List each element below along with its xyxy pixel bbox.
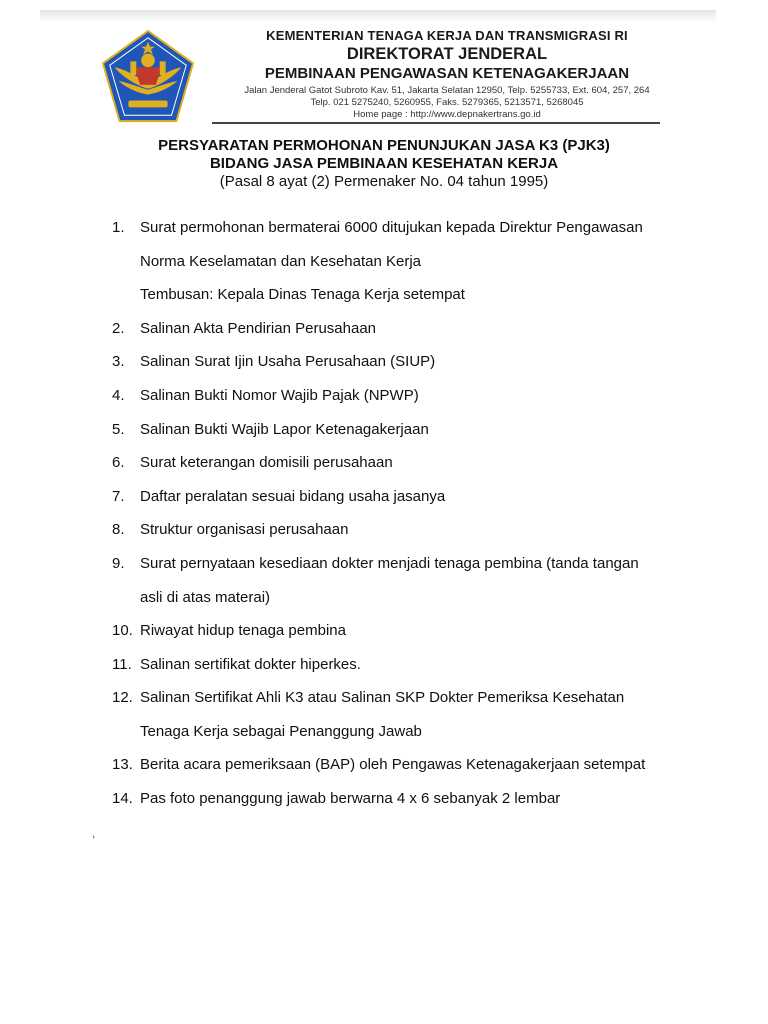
item-number: 12. <box>112 689 133 706</box>
item-text: Tenaga Kerja sebagai Penanggung Jawab <box>140 723 422 740</box>
stray-mark: , <box>92 826 96 840</box>
homepage-line: Home page : http://www.depnakertrans.go.id <box>353 109 541 120</box>
item-number: 13. <box>112 756 133 773</box>
letterhead <box>0 0 768 135</box>
item-number: 11. <box>112 656 132 673</box>
item-number: 9. <box>112 555 125 572</box>
item-text: Berita acara pemeriksaan (BAP) oleh Pengawas Ketenagakerjaan setempat <box>140 756 646 773</box>
item-text: Salinan Sertifikat Ahli K3 atau Salinan SKP Dokter Pemeriksa Kesehatan <box>140 689 625 706</box>
item-text: Surat permohonan bermaterai 6000 ditujukan kepada Direktur Pengawasan <box>140 219 643 236</box>
item-number: 2. <box>112 320 125 337</box>
directorate-name: DIREKTORAT JENDERAL <box>346 45 548 63</box>
item-number: 4. <box>112 387 125 404</box>
item-text: Pas foto penanggung jawab berwarna 4 x 6 sebanyak 2 lembar <box>140 790 561 807</box>
item-text: asli di atas materai) <box>140 589 271 606</box>
item-text: Salinan Akta Pendirian Perusahaan <box>140 320 377 337</box>
phone-line: Telp. 021 5275240, 5260955, Faks. 5279365, 5213571, 5268045 <box>310 97 584 108</box>
ministry-name: KEMENTERIAN TENAGA KERJA DAN TRANSMIGRASI RI <box>266 28 628 43</box>
address-line: Jalan Jenderal Gatot Subroto Kav. 51, Jakarta Selatan 12950, Telp. 5255733, Ext. 604, 257, 264 <box>244 85 650 96</box>
title-line-1: PERSYARATAN PERMOHONAN PENUNJUKAN JASA K3 (PJK3) <box>158 137 610 154</box>
item-number: 6. <box>112 454 125 471</box>
item-text: Salinan Surat Ijin Usaha Perusahaan (SIUP) <box>140 353 436 370</box>
item-text: Salinan Bukti Nomor Wajib Pajak (NPWP) <box>140 387 419 404</box>
item-number: 1. <box>112 219 125 236</box>
item-text: Struktur organisasi perusahaan <box>140 521 349 538</box>
item-number: 3. <box>112 353 125 370</box>
item-number: 7. <box>112 488 125 505</box>
item-text: Daftar peralatan sesuai bidang usaha jasanya <box>140 488 446 505</box>
division-name: PEMBINAAN PENGAWASAN KETENAGAKERJAAN <box>264 65 630 82</box>
item-text: Tembusan: Kepala Dinas Tenaga Kerja setempat <box>140 286 465 303</box>
item-number: 10. <box>112 622 133 639</box>
item-text: Surat keterangan domisili perusahaan <box>140 454 393 471</box>
letterhead-divider <box>212 122 660 124</box>
title-line-2: BIDANG JASA PEMBINAAN KESEHATAN KERJA <box>209 155 559 172</box>
item-text: Salinan Bukti Wajib Lapor Ketenagakerjaan <box>140 421 429 438</box>
item-number: 8. <box>112 521 125 538</box>
item-number: 5. <box>112 421 125 438</box>
item-text: Riwayat hidup tenaga pembina <box>140 622 346 639</box>
item-text: Surat pernyataan kesediaan dokter menjadi tenaga pembina (tanda tangan <box>140 555 639 572</box>
ministry-logo-icon <box>98 28 198 126</box>
item-text: Norma Keselamatan dan Kesehatan Kerja <box>140 253 422 270</box>
letterhead-text <box>212 28 682 120</box>
title-regulation-reference: (Pasal 8 ayat (2) Permenaker No. 04 tahun 1995) <box>219 173 549 190</box>
item-number: 14. <box>112 790 133 807</box>
item-text: Salinan sertifikat dokter hiperkes. <box>140 656 361 673</box>
document-title <box>100 137 668 191</box>
